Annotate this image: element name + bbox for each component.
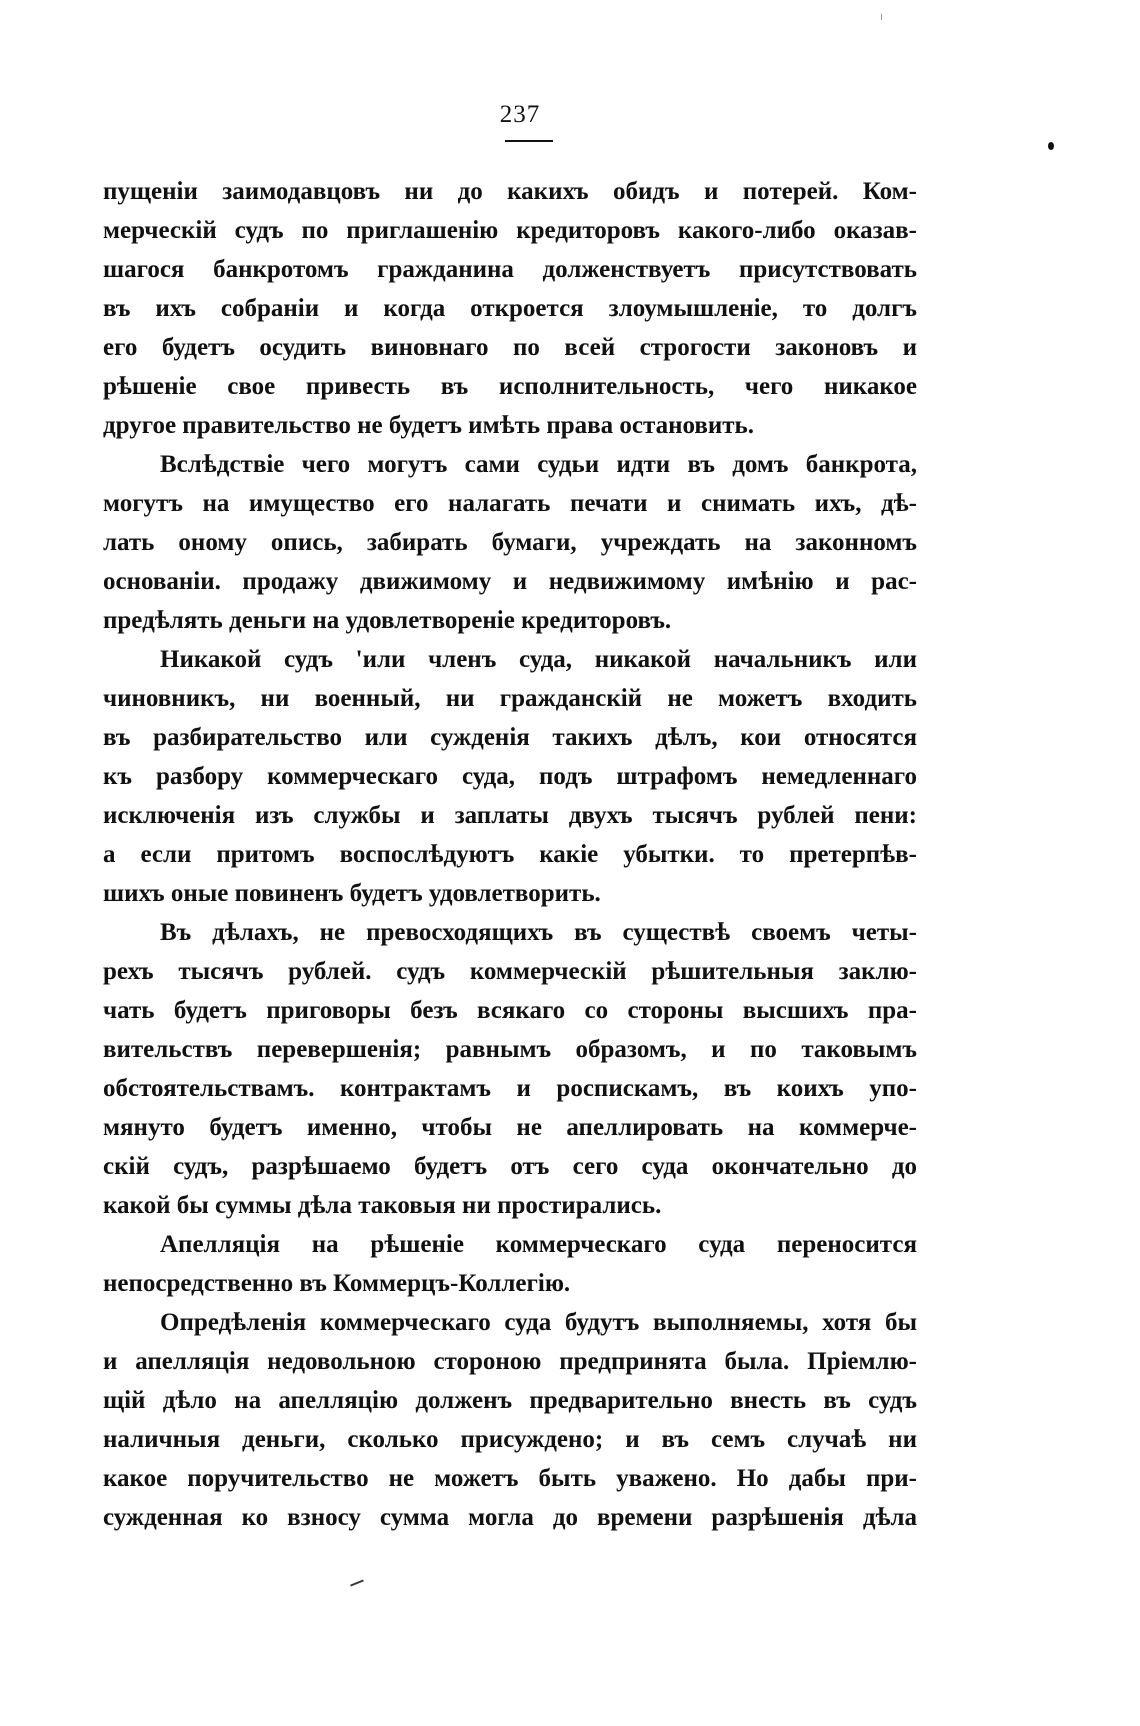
text-line: чать будетъ приговоры безъ всякаго со стороны высшихъ пра- [103, 997, 917, 1024]
paragraph-first-line: Вслѣдствіе чего могутъ сами судьи идти въ домъ банкрота, [160, 451, 917, 478]
text-line: наличныя деньги, сколько присуждено; и въ семъ случаѣ ни [103, 1426, 917, 1453]
text-line: въ ихъ собраніи и когда откроется злоумышленіе, то долгъ [103, 295, 917, 322]
ink-mark [350, 1579, 364, 1586]
text-line: его будетъ осудить виновнаго по всей строгости законовъ и [103, 334, 917, 361]
text-line: мерческій судъ по приглашенію кредиторовъ какого-либо оказав- [103, 217, 917, 244]
text-line: щій дѣло на апелляцію долженъ предварительно внесть въ судъ [103, 1387, 917, 1414]
paragraph-first-line: Апелляція на рѣшеніе коммерческаго суда переносится [160, 1231, 917, 1258]
text-line: предѣлять деньги на удовлетвореніе кредиторовъ. [103, 607, 672, 634]
text-line: обстоятельствамъ. контрактамъ и роспискамъ, въ коихъ упо- [103, 1075, 917, 1102]
text-line: вительствъ перевершенія; равнымъ образомъ, и по таковымъ [103, 1036, 917, 1063]
text-line: сужденная ко взносу сумма могла до времени разрѣшенія дѣла [103, 1504, 917, 1531]
paragraph-first-line: Въ дѣлахъ, не превосходящихъ въ существѣ своемъ четы- [160, 919, 917, 946]
text-line: въ разбирательство или сужденія такихъ дѣлъ, кои относятся [103, 724, 917, 751]
text-line: а если притомъ воспослѣдуютъ какіе убытки. то претерпѣв- [103, 841, 917, 868]
text-line: шихъ оные повиненъ будетъ удовлетворить. [103, 880, 601, 907]
text-line: какой бы суммы дѣла таковыя ни простирались. [103, 1192, 662, 1219]
text-line: чиновникъ, ни военный, ни гражданскій не можетъ входить [103, 685, 917, 712]
text-line: мянуто будетъ именно, чтобы не апеллировать на коммерче- [103, 1114, 917, 1141]
text-line: рехъ тысячъ рублей. судъ коммерческій рѣшительныя заклю- [103, 958, 917, 985]
scan-mark [881, 14, 882, 20]
text-line: основаніи. продажу движимому и недвижимому имѣнію и рас- [103, 568, 917, 595]
text-line: рѣшеніе свое привесть въ исполнительность, чего никакое [103, 373, 917, 400]
paragraph-first-line: Никакой судъ 'или членъ суда, никакой начальникъ или [160, 646, 917, 673]
text-line: непосредственно въ Коммерцъ-Коллегію. [103, 1270, 571, 1297]
text-line: скій судъ, разрѣшаемо будетъ отъ сего суда окончательно до [103, 1153, 917, 1180]
paragraph-first-line: Опредѣленія коммерческаго суда будутъ выполняемы, хотя бы [160, 1309, 917, 1336]
margin-ink-dot [1048, 142, 1054, 150]
text-line: къ разбору коммерческаго суда, подъ штрафомъ немедленнаго [103, 763, 917, 790]
text-line: другое правительство не будетъ имѣть права остановить. [103, 412, 755, 439]
text-line: лать оному опись, забирать бумаги, учреждать на законномъ [103, 529, 917, 556]
text-line: шагося банкротомъ гражданина долженствуетъ присутствовать [103, 256, 917, 283]
text-line: могутъ на имущество его налагать печати и снимать ихъ, дѣ- [103, 490, 917, 517]
text-line: пущеніи заимодавцовъ ни до какихъ обидъ и потерей. Ком- [103, 178, 917, 205]
text-line: и апелляція недовольною стороною предпринята была. Пріемлю- [103, 1348, 917, 1375]
body-text [103, 172, 917, 1537]
text-line: какое поручительство не можетъ быть уважено. Но дабы при- [103, 1465, 917, 1492]
text-line: исключенія изъ службы и заплаты двухъ тысячъ рублей пени: [103, 802, 917, 829]
page-number: 237 [499, 101, 541, 128]
page-number-underline [505, 140, 553, 142]
